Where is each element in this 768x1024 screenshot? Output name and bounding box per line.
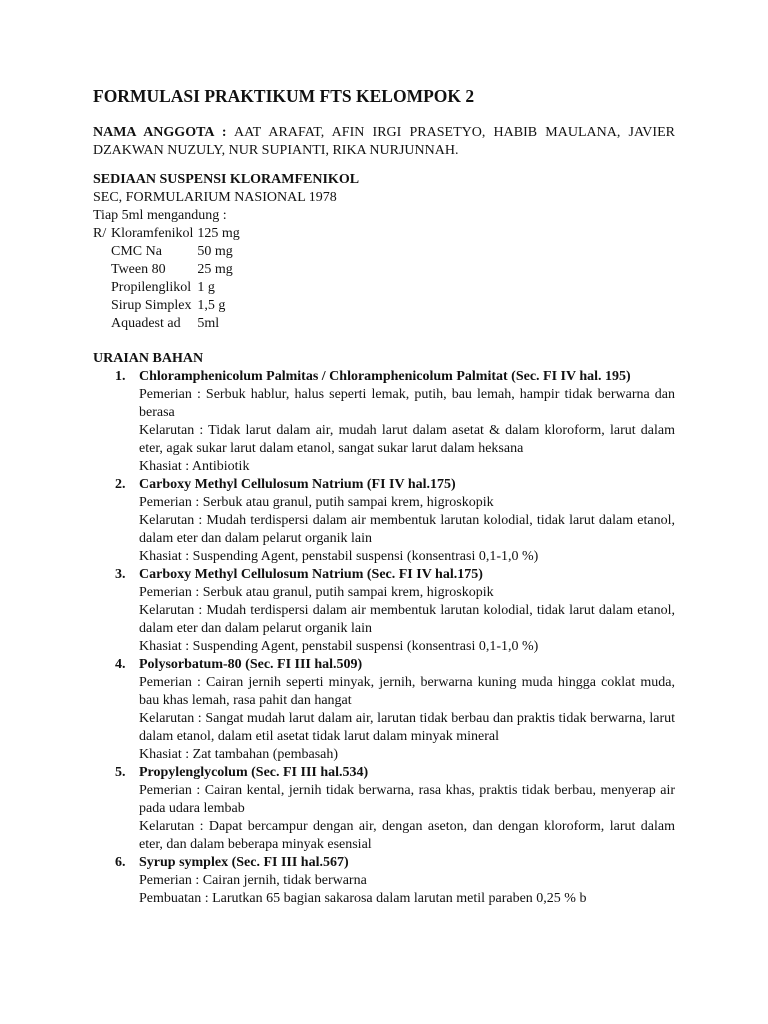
formula-row <box>93 243 240 261</box>
item-description: Pemerian : Serbuk hablur, halus seperti lemak, putih, bau lemah, hampir tidak berwarna dan berasa <box>139 387 675 420</box>
uraian-item <box>93 566 675 656</box>
item-heading: Polysorbatum-80 (Sec. FI III hal.509) <box>139 657 363 672</box>
uraian-item <box>93 854 675 908</box>
item-description: Khasiat : Suspending Agent, penstabil suspensi (konsentrasi 0,1-1,0 %) <box>139 639 539 654</box>
member-names: AAT ARAFAT, AFIN IRGI PRASETYO, HABIB MAULANA, JAVIER DZAKWAN NUZULY, NUR SUPIANTI, RIKA NURJUNNAH. <box>93 125 675 158</box>
item-number: 2. <box>115 477 126 492</box>
item-number: 1. <box>115 369 126 384</box>
item-heading: Propylenglycolum (Sec. FI III hal.534) <box>139 765 369 780</box>
item-description: Pembuatan : Larutkan 65 bagian sakarosa dalam larutan metil paraben 0,25 % b <box>139 891 587 906</box>
formula-prefix <box>93 315 111 333</box>
formula-amount: 1 g <box>197 280 215 295</box>
formula-row <box>93 279 240 297</box>
formula-amount: 5ml <box>197 316 220 331</box>
item-description: Kelarutan : Tidak larut dalam air, mudah larut dalam asetat & dalam kloroform, larut dalam eter, agak sukar larut dalam etanol, sangat sukar larut dalam heksana <box>139 423 675 456</box>
formula-row <box>93 261 240 279</box>
item-description: Kelarutan : Mudah terdispersi dalam air membentuk larutan kolodial, tidak larut dalam etanol, dalam eter dan dalam pelarut organik lain <box>139 513 675 546</box>
item-heading: Carboxy Methyl Cellulosum Natrium (FI IV hal.175) <box>139 477 456 492</box>
item-description: Khasiat : Suspending Agent, penstabil suspensi (konsentrasi 0,1-1,0 %) <box>139 549 539 564</box>
item-number: 6. <box>115 855 126 870</box>
formula-table <box>93 225 240 333</box>
item-description: Pemerian : Cairan jernih, tidak berwarna <box>139 873 367 888</box>
uraian-list <box>93 368 675 908</box>
item-heading: Chloramphenicolum Palmitas / Chloramphenicolum Palmitat (Sec. FI IV hal. 195) <box>139 369 631 384</box>
uraian-title: URAIAN BAHAN <box>93 351 204 366</box>
item-heading: Syrup symplex (Sec. FI III hal.567) <box>139 855 349 870</box>
item-number: 4. <box>115 657 126 672</box>
formula-row <box>93 225 240 243</box>
preparation-title: SEDIAAN SUSPENSI KLORAMFENIKOL <box>93 172 360 187</box>
member-label: NAMA ANGGOTA : <box>93 125 227 140</box>
document-page <box>93 86 675 908</box>
formula-ingredient: Aquadest ad <box>111 316 181 331</box>
uraian-item <box>93 476 675 566</box>
item-description: Pemerian : Serbuk atau granul, putih sampai krem, higroskopik <box>139 495 494 510</box>
item-description: Kelarutan : Mudah terdispersi dalam air membentuk larutan kolodial, tidak larut dalam etanol, dalam eter dan dalam pelarut organik lain <box>139 603 675 636</box>
formula-row <box>93 315 240 333</box>
formula-prefix <box>93 297 111 315</box>
item-number: 3. <box>115 567 126 582</box>
formula-ingredient: Tween 80 <box>111 262 166 277</box>
item-heading: Carboxy Methyl Cellulosum Natrium (Sec. FI IV hal.175) <box>139 567 483 582</box>
formula-prefix: R/ <box>93 226 107 241</box>
formula-prefix <box>93 261 111 279</box>
formula-prefix <box>93 243 111 261</box>
item-description: Pemerian : Serbuk atau granul, putih sampai krem, higroskopik <box>139 585 494 600</box>
formula-amount: 125 mg <box>197 226 240 241</box>
uraian-item <box>93 764 675 854</box>
item-description: Kelarutan : Sangat mudah larut dalam air, larutan tidak berbau dan praktis tidak berwarna, larut dalam etanol, dalam etil asetat tidak larut dalam minyak mineral <box>139 711 675 744</box>
item-description: Pemerian : Cairan kental, jernih tidak berwarna, rasa khas, praktis tidak berbau, menyerap air pada udara lembab <box>139 783 675 816</box>
formula-amount: 25 mg <box>197 262 233 277</box>
formula-ingredient: Kloramfenikol <box>111 226 194 241</box>
item-description: Pemerian : Cairan jernih seperti minyak, jernih, berwarna kuning muda hingga coklat muda, bau khas lemah, rasa pahit dan hangat <box>139 675 675 708</box>
item-description: Khasiat : Zat tambahan (pembasah) <box>139 747 339 762</box>
preparation-intro: Tiap 5ml mengandung : <box>93 208 227 223</box>
formula-ingredient: CMC Na <box>111 244 162 259</box>
item-number: 5. <box>115 765 126 780</box>
document-title: FORMULASI PRAKTIKUM FTS KELOMPOK 2 <box>93 86 475 106</box>
uraian-item <box>93 368 675 476</box>
formula-amount: 50 mg <box>197 244 233 259</box>
formula-row <box>93 297 240 315</box>
item-description: Khasiat : Antibiotik <box>139 459 250 474</box>
member-list <box>93 124 675 160</box>
item-description: Kelarutan : Dapat bercampur dengan air, dengan aseton, dan dengan kloroform, larut dalam eter, dan dalam beberapa minyak esensial <box>139 819 675 852</box>
formula-prefix <box>93 279 111 297</box>
formula-amount: 1,5 g <box>197 298 226 313</box>
preparation-source: SEC, FORMULARIUM NASIONAL 1978 <box>93 190 337 205</box>
uraian-item <box>93 656 675 764</box>
formula-ingredient: Propilenglikol <box>111 280 192 295</box>
formula-ingredient: Sirup Simplex <box>111 298 192 313</box>
